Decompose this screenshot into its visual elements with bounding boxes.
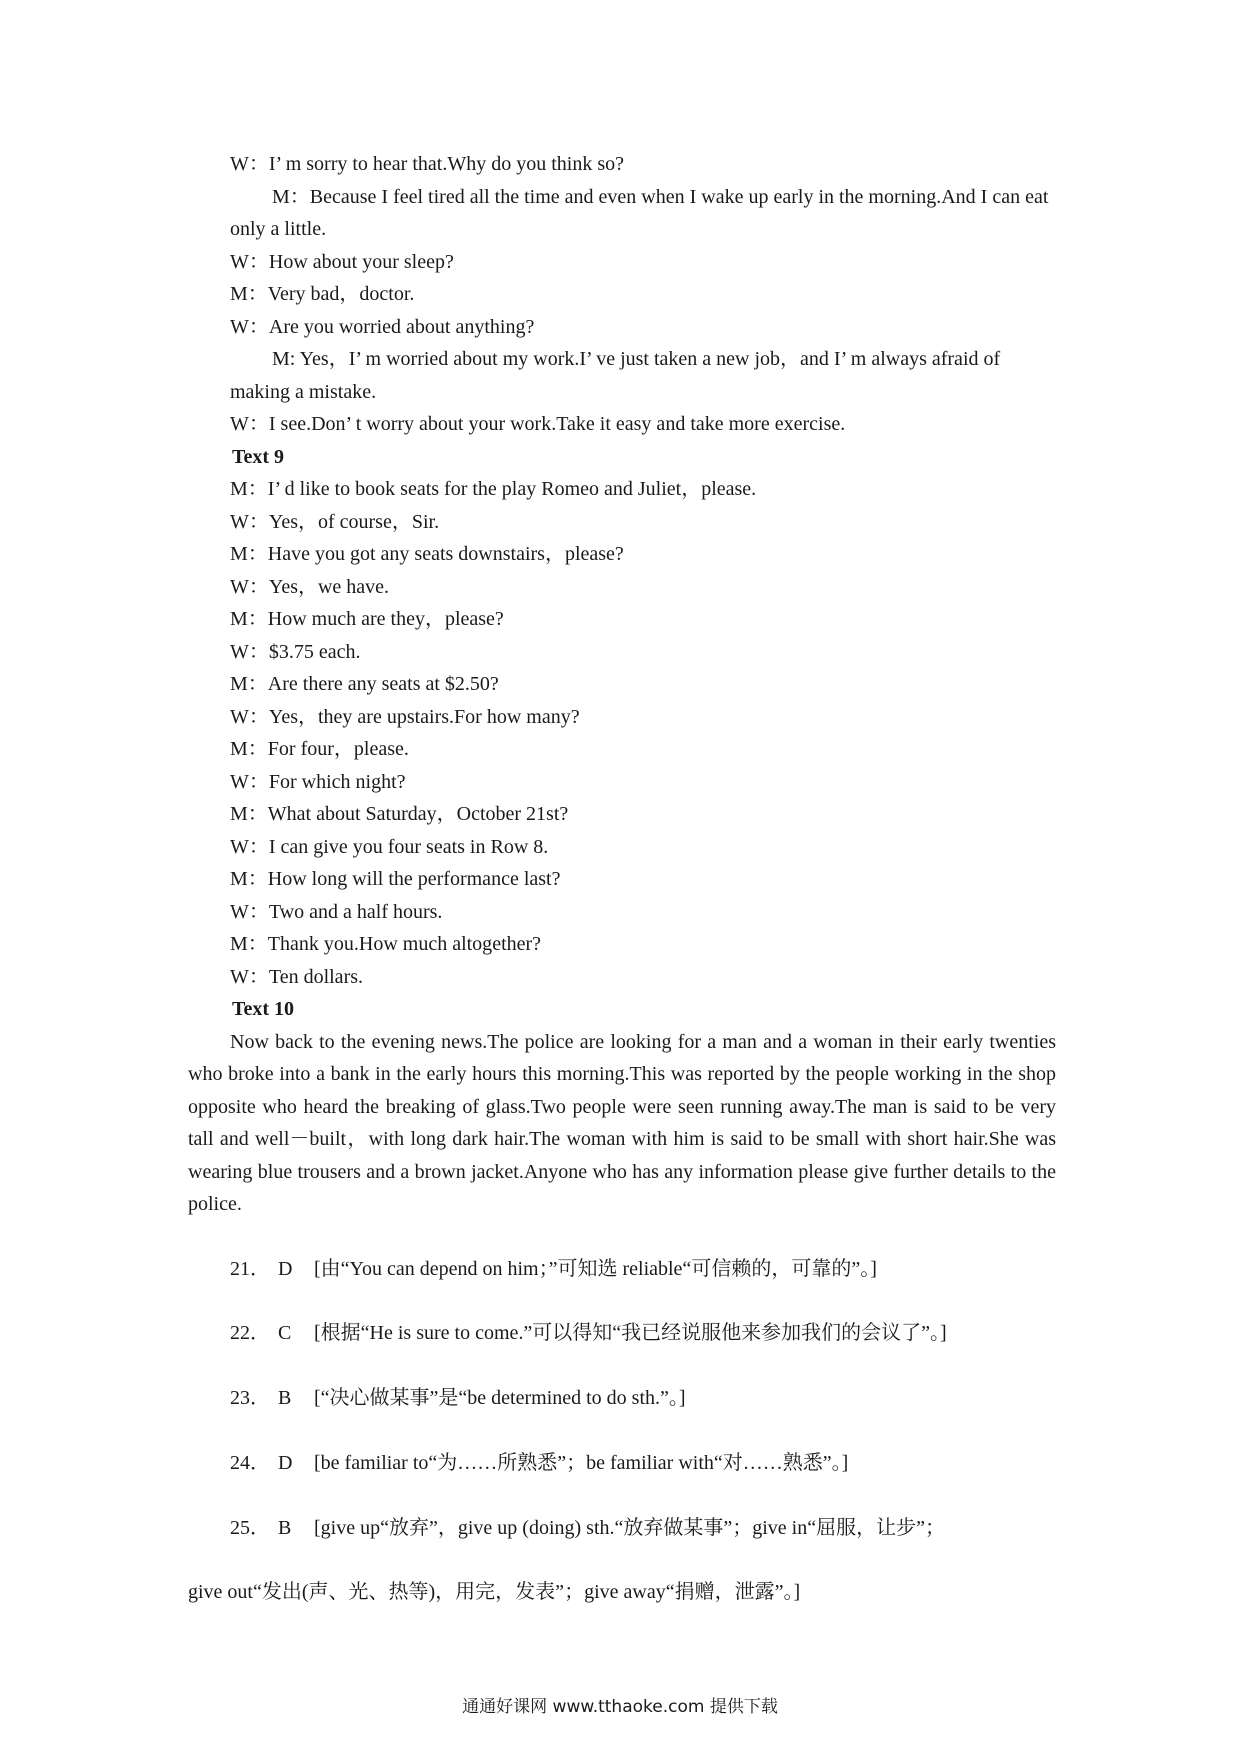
dialogue-line: M：How long will the performance last? (230, 868, 561, 890)
answer-explanation-continued: give out“发出(声、光、热等)，用完，发表”；give away“捐赠，泄露”。] (188, 1581, 801, 1604)
answer-item (188, 1366, 1056, 1431)
answer-item (188, 1301, 1056, 1366)
answer-letter: B (278, 1516, 292, 1539)
answer-explanation: [由“You can depend on him；”可知选 reliable“可信赖的，可靠的”。] (314, 1257, 877, 1280)
dialogue-line: W：Yes，they are upstairs.For how many? (230, 705, 580, 728)
dialogue-line: W：For which night? (230, 770, 406, 793)
answer-letter: D (278, 1257, 293, 1280)
question-number: 22． (230, 1322, 270, 1345)
text9-section (188, 441, 1056, 994)
answer-key (188, 1237, 1056, 1626)
dialogue-line: W：Ten dollars. (230, 965, 364, 988)
dialogue-line: M：For four，please. (230, 738, 409, 760)
dialogue-line: W：I can give you four seats in Row 8. (230, 835, 549, 858)
dialogue-line: M：What about Saturday，October 21st? (230, 803, 569, 825)
answer-item (188, 1496, 1056, 1561)
dialogue-line: W：How about your sleep? (230, 250, 454, 273)
answer-letter: B (278, 1387, 292, 1410)
question-number: 24． (230, 1451, 270, 1474)
dialogue-line: W：Are you worried about anything? (230, 315, 535, 338)
section-heading: Text 10 (232, 998, 295, 1020)
dialogue-line: M：Very bad，doctor. (230, 283, 415, 305)
dialogue-line: M：Because I feel tired all the time and even when I wake up early in the morning.And I can eat only a little. (230, 185, 1049, 240)
answer-item (188, 1431, 1056, 1496)
question-number: 25． (230, 1516, 270, 1539)
dialogue-line: M：Are there any seats at $2.50? (230, 673, 499, 695)
dialogue-line: M：Have you got any seats downstairs，please? (230, 543, 624, 565)
dialogue-line: W：I see.Don’ t worry about your work.Take it easy and take more exercise. (230, 413, 846, 435)
dialogue-continuation (188, 148, 1056, 441)
answer-explanation: [“决心做某事”是“be determined to do sth.”。] (314, 1387, 686, 1410)
dialogue-line: W：$3.75 each. (230, 640, 361, 663)
dialogue-line: W：I’ m sorry to hear that.Why do you think so? (230, 153, 624, 175)
dialogue-line: W：Yes，of course，Sir. (230, 510, 440, 533)
dialogue-line: W：Two and a half hours. (230, 900, 443, 923)
section-heading: Text 9 (232, 445, 285, 468)
answer-letter: C (278, 1322, 292, 1345)
dialogue-line: W：Yes，we have. (230, 575, 390, 598)
question-number: 23． (230, 1387, 270, 1410)
text10-section (188, 993, 1056, 1221)
page-content (188, 148, 1056, 1625)
dialogue-line: M: Yes，I’ m worried about my work.I’ ve just taken a new job，and I’ m always afraid of making a mistake. (230, 348, 1001, 403)
question-number: 21． (230, 1257, 270, 1280)
answer-explanation: [be familiar to“为……所熟悉”；be familiar with“对……熟悉”。] (314, 1451, 849, 1474)
dialogue-line: M：How much are they，please? (230, 608, 504, 630)
page-footer: 通通好课网 www.tthaoke.com 提供下载 (462, 1697, 778, 1717)
dialogue-line: M：Thank you.How much altogether? (230, 933, 542, 955)
answer-explanation: [根据“He is sure to come.”可以得知“我已经说服他来参加我们的会议了”。] (314, 1322, 947, 1345)
news-paragraph: Now back to the evening news.The police are looking for a man and a woman in their early twenties who broke into a bank in the early hours this morning.This was reported by the people working in the shop opposite who heard the breaking of glass.Two people were seen running away.The man is said to be very tall and well－built，with long dark hair.The woman with him is said to be small with short hair.She was wearing blue trousers and a brown jacket.Anyone who has any information please give further details to the police. (188, 1030, 1056, 1215)
answer-explanation: [give up“放弃”，give up (doing) sth.“放弃做某事”；give in“屈服，让步”； (314, 1516, 945, 1539)
answer-item (188, 1237, 1056, 1302)
answer-letter: D (278, 1451, 293, 1474)
dialogue-line: M：I’ d like to book seats for the play Romeo and Juliet，please. (230, 478, 757, 500)
